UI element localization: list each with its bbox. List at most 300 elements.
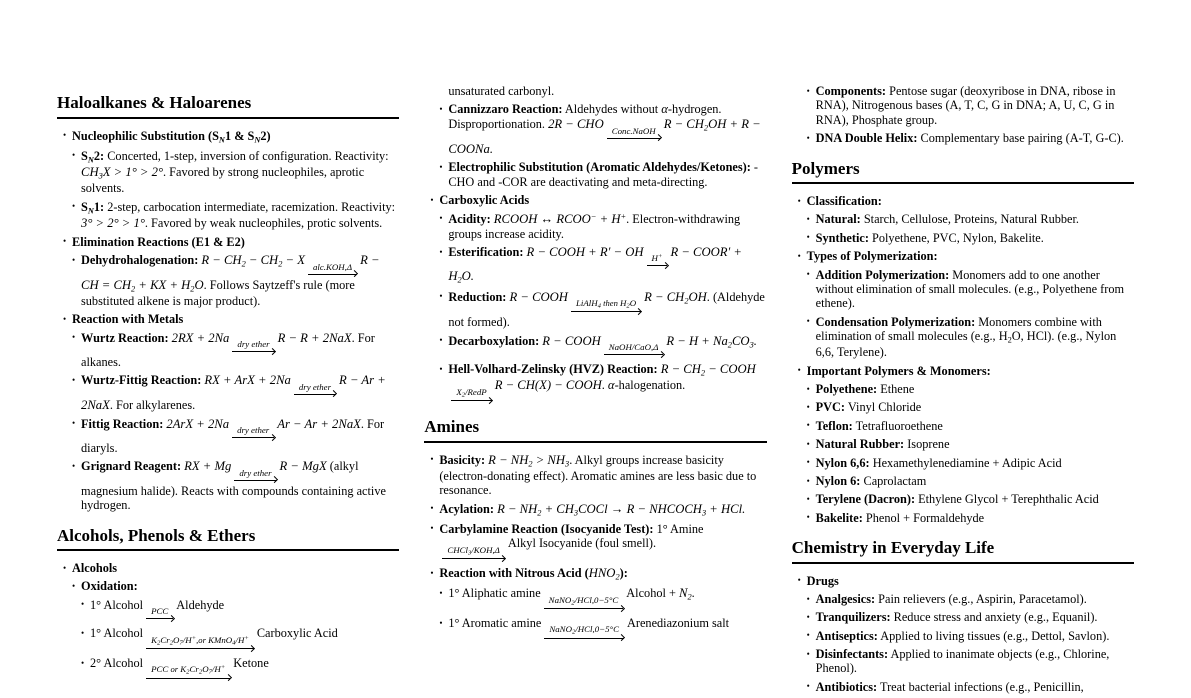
text-run: Condensation Polymerization: — [815, 314, 976, 329]
text-run: dry ether — [237, 425, 270, 436]
text-run: Terylene (Dacron): — [815, 492, 916, 507]
reaction-arrow-line — [232, 351, 274, 352]
text-run: Phenol + Formaldehyde — [862, 510, 985, 525]
text-run: Reduction: — [448, 289, 507, 304]
list-item — [816, 315, 1134, 360]
text-run: Cannizzaro Reaction: — [448, 102, 563, 117]
reaction-arrow-line — [146, 618, 173, 619]
text-run: . — [753, 333, 757, 348]
list-item — [816, 511, 1134, 525]
list-item — [448, 586, 766, 612]
text-run: Monomers add to one another without elimination of small molecules. (e.g., Polyethene from ethene). — [815, 267, 1125, 311]
reaction-arrow-line — [607, 138, 661, 139]
text-run: (alkyl magnesium halide). Reacts with compounds containing active hydrogen. — [81, 459, 386, 513]
reaction-arrow-label — [234, 468, 276, 479]
text-run: Nylon 6: — [815, 473, 861, 488]
reaction-arrow — [232, 425, 274, 441]
text-run: O. — [461, 269, 474, 284]
text-run: 3 — [98, 171, 103, 181]
text-run: Concerted, 1-step, inversion of configuration. Reactivity: — [104, 148, 389, 163]
text-run: CHCl — [447, 544, 468, 555]
list-item — [72, 235, 399, 249]
reaction-arrow-label — [571, 298, 641, 310]
text-run: Vinyl Chloride — [845, 400, 922, 415]
reaction-arrow-line — [544, 638, 624, 639]
text-run: Cr — [160, 634, 170, 645]
list-item — [448, 102, 766, 156]
text-run: 2 — [241, 259, 246, 269]
text-run: alc.KOH,Δ — [313, 261, 353, 272]
text-run: Wurtz-Fittig Reaction: — [81, 373, 202, 388]
list-item — [816, 474, 1134, 488]
text-run: K — [151, 634, 157, 645]
text-run: Treat bacterial infections (e.g., Penicillin, — [877, 679, 1084, 694]
text-run: NaOH/CaO,Δ — [608, 342, 659, 353]
text-run: Disinfectants: — [815, 647, 889, 662]
text-run: unsaturated carbonyl. — [448, 84, 555, 98]
text-run: Nucleophilic Substitution (S — [72, 128, 219, 143]
text-run: 2 — [626, 302, 630, 310]
list-item — [90, 656, 399, 682]
text-run: Basicity: — [439, 452, 486, 467]
text-run: − CH — [245, 253, 279, 268]
text-run: ,or — [196, 634, 209, 645]
text-run: + — [657, 253, 663, 261]
list-item — [816, 268, 1134, 311]
text-run: PCC — [151, 664, 169, 675]
text-run: 1° Aromatic amine — [448, 615, 542, 630]
text-run: Fittig Reaction: — [81, 416, 164, 431]
reaction-arrow — [294, 382, 336, 398]
text-run: R − R + 2NaX — [277, 330, 352, 345]
text-run: + HCl. — [706, 501, 746, 516]
reaction-arrow-line — [604, 354, 664, 355]
text-run: 1 & S — [224, 128, 255, 143]
list-item — [72, 561, 399, 575]
text-run: O — [202, 664, 209, 675]
reaction-arrow-label — [146, 664, 230, 676]
text-run: . Favored by strong nucleophiles, aprotic solvents. — [81, 165, 365, 196]
text-run: Applied to living tissues (e.g., Dettol, Savlon). — [877, 628, 1110, 643]
text-run: O — [194, 277, 204, 292]
text-run: Reaction with Nitrous Acid ( — [439, 565, 589, 580]
text-run: Teflon: — [815, 418, 853, 433]
text-run: Drugs — [806, 573, 839, 588]
section-heading: Polymers — [792, 159, 1134, 185]
list-item — [81, 200, 399, 231]
list-item — [439, 193, 766, 207]
list-item — [81, 149, 399, 196]
text-run: RCOOH ↔ RCOO — [493, 211, 591, 226]
reaction-arrow — [604, 342, 664, 358]
text-run: Applied to inanimate objects (e.g., Chlorine, Phenol). — [815, 647, 1110, 676]
text-run: Polyethene, PVC, Nylon, Bakelite. — [868, 230, 1044, 245]
text-run: . Follows Saytzeff's rule (more substituted alkene is major product). — [81, 277, 355, 308]
text-run: Polyethene: — [815, 382, 878, 397]
reaction-arrow-line — [571, 311, 641, 312]
text-run: 7 — [208, 668, 212, 676]
text-run: 2 — [198, 668, 203, 676]
text-run: Antiseptics: — [815, 628, 878, 643]
text-run: . For alkanes. — [81, 330, 375, 369]
text-run: Bakelite: — [815, 510, 863, 525]
text-run: Alcohols — [72, 561, 118, 576]
text-run: -halogenation. — [614, 378, 686, 393]
list-item — [439, 566, 766, 582]
text-run: + — [620, 211, 627, 221]
list-item — [807, 574, 1134, 588]
text-run: Tetrafluoroethene — [852, 418, 943, 433]
text-run: + H — [596, 211, 621, 226]
text-run: + — [244, 634, 249, 642]
text-run: 2 — [615, 572, 620, 582]
text-run: 2 — [457, 275, 462, 285]
list-item — [816, 400, 1134, 414]
text-run: Arenediazonium salt — [626, 615, 730, 630]
reaction-arrow-label — [604, 342, 664, 353]
reaction-arrow-line — [308, 274, 357, 275]
text-run: -hydrogen. Disproportionation. — [448, 102, 722, 132]
reaction-arrow-label — [544, 624, 624, 636]
text-run: X — [456, 386, 462, 397]
text-run: /H — [182, 634, 192, 645]
text-run: Hexamethylenediamine + Adipic Acid — [869, 455, 1062, 470]
text-run: 3° > 2° > 1° — [81, 215, 145, 230]
columns-container — [57, 80, 1134, 698]
text-run: 2 — [571, 599, 575, 607]
text-run: COCl → R − NHCOCH — [578, 501, 702, 516]
list-item — [448, 616, 766, 642]
text-run: + KX + H — [135, 277, 191, 292]
reaction-arrow — [146, 606, 173, 622]
list-item — [81, 331, 399, 370]
reaction-arrow-line — [294, 394, 336, 395]
text-run: Natural Rubber: — [815, 437, 905, 452]
list-item — [72, 312, 399, 326]
text-run: N — [87, 206, 94, 216]
text-run: 2 — [537, 508, 542, 518]
text-run: 2 — [700, 368, 706, 378]
reaction-arrow-label — [232, 339, 274, 350]
text-run: 2 — [528, 459, 533, 469]
list-item — [816, 456, 1134, 470]
text-run: Components: — [815, 84, 887, 98]
list-item — [439, 522, 766, 562]
list-item — [439, 453, 766, 498]
text-run: dry ether — [298, 381, 332, 392]
text-run: Acidity: — [448, 211, 491, 226]
text-run: 1: — [93, 199, 105, 214]
text-run: 1° Amine — [653, 521, 704, 536]
section-heading: Amines — [424, 417, 766, 443]
text-run: 3 — [565, 459, 570, 469]
text-run: PVC: — [815, 400, 846, 415]
text-run: N — [87, 155, 94, 165]
list-item — [448, 245, 766, 286]
list-item — [448, 212, 766, 241]
list-item — [816, 647, 1134, 676]
text-run: Isoprene — [904, 437, 950, 452]
text-run: H — [620, 298, 627, 309]
text-run: dry ether — [237, 339, 270, 350]
text-run: Grignard Reagent: — [81, 459, 182, 474]
text-run: R − COOH — [509, 289, 568, 304]
section-heading: Alcohols, Phenols & Ethers — [57, 526, 399, 552]
text-run: . Favored by weak nucleophiles, protic solvents. — [144, 215, 383, 230]
text-run: . For alkylarenes. — [109, 397, 196, 412]
text-run: R − CH — [660, 362, 701, 377]
text-run: CH — [81, 165, 99, 180]
text-run: Ketone — [233, 655, 269, 670]
text-run: Carboxylic Acid — [256, 626, 338, 641]
list-item — [448, 362, 766, 404]
text-run: R − COOH + R′ − OH — [526, 244, 644, 259]
text-run: 2 — [186, 668, 190, 676]
text-run: Addition Polymerization: — [815, 267, 950, 282]
list-item — [816, 231, 1134, 245]
text-run: Analgesics: — [815, 591, 876, 606]
list-item — [72, 129, 399, 145]
text-run: LiAlH — [575, 298, 598, 309]
text-run: 3 — [749, 340, 754, 350]
list-item — [439, 502, 766, 518]
reaction-arrow-line — [442, 558, 505, 559]
text-run: R − COOH — [542, 333, 601, 348]
text-run: R − COOR′ + H — [448, 244, 742, 284]
text-run: 2 — [190, 284, 195, 294]
text-run: Caprolactam — [860, 473, 927, 488]
reaction-arrow — [146, 635, 254, 652]
continuation-line — [448, 84, 766, 98]
list-item — [90, 598, 399, 622]
text-run: Types of Polymerization: — [806, 249, 938, 264]
reaction-arrow-line — [232, 437, 274, 438]
text-run: R − H + Na — [666, 333, 728, 348]
text-run: 3 — [467, 549, 472, 557]
text-run: Esterification: — [448, 244, 524, 259]
text-run: Acylation: — [439, 501, 494, 516]
reaction-arrow-line — [451, 400, 491, 401]
column-2 — [424, 80, 766, 646]
section-heading: Haloalkanes & Haloarenes — [57, 93, 399, 119]
text-run: . Electron-withdrawing groups increase acidity. — [448, 211, 741, 241]
text-run: RX + ArX + 2Na — [204, 373, 291, 388]
text-run: N — [218, 135, 225, 145]
text-run: . — [601, 378, 608, 393]
reaction-arrow — [647, 253, 668, 269]
text-run: − — [590, 211, 597, 221]
text-run: . For diaryls. — [81, 416, 385, 455]
text-run: Wurtz Reaction: — [81, 330, 169, 345]
text-run: /H — [235, 634, 245, 645]
list-item — [816, 131, 1134, 145]
text-run: R − NH — [497, 501, 538, 516]
list-item — [816, 382, 1134, 396]
text-run: N — [254, 135, 261, 145]
text-run: OH — [688, 289, 707, 304]
list-item — [816, 610, 1134, 624]
text-run: O, HCl). (e.g., Nylon 6,6, Terylene). — [815, 329, 1117, 360]
text-run: 7 — [179, 639, 183, 647]
reaction-arrow-line — [647, 265, 668, 266]
list-item — [807, 364, 1134, 378]
text-run: 2RX + 2Na — [171, 330, 230, 345]
text-run: 2 — [684, 296, 689, 306]
text-run: Reduce stress and anxiety (e.g., Equanil). — [890, 610, 1098, 625]
text-run: Ethene — [877, 382, 915, 397]
reaction-arrow-line — [146, 648, 254, 649]
text-run: R − CH — [644, 289, 685, 304]
list-item — [816, 437, 1134, 451]
list-item — [807, 194, 1134, 208]
text-run: or — [168, 664, 181, 675]
text-run: /KOH,Δ — [471, 544, 500, 555]
text-run: 2 — [131, 284, 136, 294]
text-run: S — [81, 199, 88, 214]
list-item — [816, 492, 1134, 506]
text-run: Dehydrohalogenation: — [81, 253, 199, 268]
text-run: 2 — [157, 639, 161, 647]
text-run: Monomers combine with elimination of small molecules (e.g., H — [815, 314, 1102, 344]
reaction-arrow — [442, 545, 505, 562]
reaction-arrow-label — [451, 387, 491, 399]
reaction-arrow-label — [442, 545, 505, 557]
text-run: 1° Alcohol — [90, 597, 144, 612]
text-run: . — [691, 586, 695, 601]
text-run: R − CH(X) − COOH — [494, 378, 602, 393]
reaction-arrow-label — [146, 635, 254, 647]
text-run: 2 — [687, 592, 692, 602]
text-run: 1° Aliphatic amine — [448, 586, 541, 601]
list-item — [816, 680, 1134, 694]
text-run: K — [180, 664, 187, 675]
reaction-arrow — [308, 262, 357, 278]
text-run: PCC — [151, 606, 169, 617]
text-run: dry ether — [239, 467, 272, 478]
text-run: Pain relievers (e.g., Aspirin, Paracetamol). — [875, 591, 1087, 606]
text-run: Important Polymers & Monomers: — [806, 363, 991, 378]
list-item — [816, 629, 1134, 643]
text-run: 2 — [1007, 335, 1012, 345]
text-run: R − Ar + 2NaX — [81, 373, 386, 412]
text-run: O — [629, 298, 637, 309]
text-run: R − CH — [663, 117, 704, 132]
text-run: KMnO — [208, 634, 233, 645]
text-run: − X — [282, 253, 305, 268]
text-run: 2 — [727, 340, 732, 350]
text-run: NaNO — [549, 624, 572, 635]
text-run: RX + Mg — [184, 459, 232, 474]
reaction-arrow — [544, 624, 624, 641]
list-item — [448, 334, 766, 358]
text-run: NaNO — [548, 594, 572, 605]
text-run: Ar − Ar + 2NaX — [277, 416, 361, 431]
text-run: 2ArX + 2Na — [166, 416, 230, 431]
text-run: Elimination Reactions (E1 & E2) — [72, 234, 245, 249]
text-run: Carboxylic Acids — [439, 193, 530, 208]
list-item — [816, 592, 1134, 606]
text-run: Cr — [189, 664, 199, 675]
text-run: − COOH — [705, 362, 756, 377]
text-run: R − CH = CH — [81, 253, 380, 292]
reaction-arrow — [571, 298, 641, 315]
text-run: 4 — [597, 302, 601, 310]
text-run: R − CH — [201, 253, 242, 268]
text-run: Aldehydes without — [562, 102, 662, 117]
text-run: -CHO and -COR are deactivating and meta-directing. — [448, 160, 759, 189]
reaction-arrow — [146, 664, 230, 681]
text-run: Alkyl Isocyanide (foul smell). — [507, 536, 657, 551]
column-1 — [57, 80, 399, 686]
reaction-arrow — [232, 339, 274, 355]
text-run: S — [81, 148, 88, 163]
text-run: Antibiotics: — [815, 679, 878, 694]
reaction-arrow-label — [544, 595, 624, 607]
reaction-arrow-label — [308, 262, 357, 273]
text-run: /HCl,0−5°C — [574, 594, 619, 605]
text-run: 1° Alcohol — [90, 626, 144, 641]
text-run: Synthetic: — [815, 230, 869, 245]
text-run: Electrophilic Substitution (Aromatic Aldehydes/Ketones): — [448, 160, 751, 175]
text-run: DNA Double Helix: — [815, 131, 918, 146]
text-run: then — [600, 298, 621, 309]
reaction-arrow-label — [294, 382, 336, 393]
reaction-arrow — [451, 387, 491, 404]
reaction-arrow — [607, 126, 661, 142]
text-run: 3 — [701, 508, 707, 518]
text-run: 2 — [169, 639, 174, 647]
text-run: 2 — [703, 123, 709, 133]
text-run: 2 — [461, 391, 466, 399]
list-item — [81, 253, 399, 308]
list-item — [816, 212, 1134, 226]
reaction-arrow-label — [232, 425, 274, 436]
text-run: 2R − CHO — [548, 117, 604, 132]
text-run: Natural: — [815, 212, 861, 227]
list-item — [81, 459, 399, 512]
reaction-arrow — [234, 468, 276, 484]
text-run: O — [173, 634, 180, 645]
text-run: 2° Alcohol — [90, 655, 144, 670]
text-run: H — [651, 253, 658, 264]
list-item — [816, 419, 1134, 433]
list-item — [81, 579, 399, 593]
text-run: . (Aldehyde not formed). — [448, 289, 765, 330]
list-item — [807, 249, 1134, 263]
text-run: + — [191, 634, 197, 642]
section-heading: Chemistry in Everyday Life — [792, 538, 1134, 564]
text-run: Pentose sugar (deoxyribose in DNA, ribose in RNA), Nitrogenous bases (A, T, C, G in DNA; A, U, C, G in RNA), Phosphate group. — [815, 84, 1116, 127]
list-item — [81, 373, 399, 412]
text-run: α — [661, 102, 668, 117]
text-run: 3 — [573, 508, 579, 518]
text-run: N — [679, 586, 688, 601]
text-run: R − MgX — [279, 459, 327, 474]
text-run: Complementary base pairing (A-T, G-C). — [917, 131, 1124, 146]
text-run: Ethylene Glycol + Terephthalic Acid — [915, 492, 1099, 507]
text-run: 2: — [93, 148, 105, 163]
list-item — [448, 160, 766, 189]
text-run: OH + R − COONa. — [448, 117, 761, 156]
reaction-arrow-line — [544, 608, 624, 609]
text-run: Alcohol + — [626, 586, 679, 601]
text-run: /HCl,0−5°C — [575, 624, 619, 635]
text-run: Aldehyde — [176, 597, 225, 612]
text-run: X > 1° > 2° — [102, 165, 164, 180]
text-run: 2 — [571, 628, 576, 636]
text-run: Decarboxylation: — [448, 333, 540, 348]
text-run: . Alkyl groups increase basicity (electron-donating effect). Aromatic amines are less basic due to resonance. — [439, 452, 757, 498]
